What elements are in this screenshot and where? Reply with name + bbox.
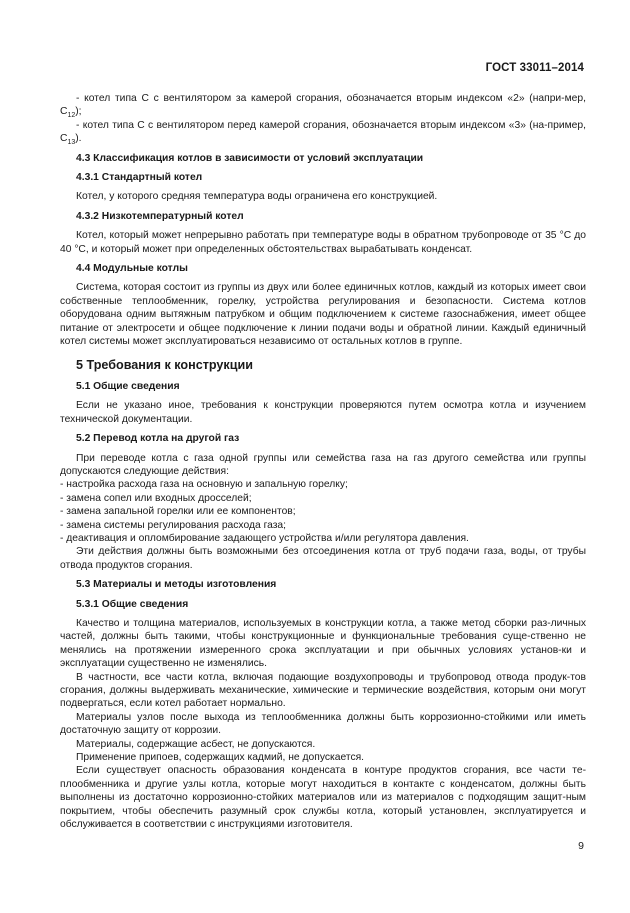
heading-5-3-1: 5.3.1 Общие сведения — [76, 598, 189, 610]
paragraph-5-3-1-e: Применение припоев, содержащих кадмий, не допускается. — [76, 752, 365, 764]
heading-4-3: 4.3 Классификация котлов в зависимости от условий эксплуатации — [76, 152, 424, 164]
document-code: ГОСТ 33011–2014 — [485, 62, 584, 74]
paragraph-5-2-end: Эти действия должны быть возможными без отсоединения котла от труб подачи газа, воды, от трубы отвода продуктов сгорания. — [60, 546, 586, 571]
list-item: - замена системы регулирования расхода газа; — [60, 519, 287, 531]
document-body — [60, 92, 586, 832]
paragraph-5-3-1-a: Качество и толщина материалов, используемых в конструкции котла, а также метод сборки раз-личных частей, должны быть такими, чтобы конструкционные и функциональные требования суще-ственно не менялись на протяжении измеренного срока эксплуатации и при обычных условиях установ-ки и эксплуатации существенно не изменялись. — [60, 618, 586, 670]
paragraph-5-3-1-b: В частности, все части котла, включая подающие воздухопроводы и трубопровод отвода продук-тов сгорания, должны выдерживать механические, химические и термические воздействия, которым они могут подвергаться, если котел работает нормально. — [60, 671, 586, 710]
list-item: - замена запальной горелки или ее компонентов; — [60, 506, 296, 518]
paragraph-5-1: Если не указано иное, требования к конструкции проверяются путем осмотра котла и изучением технической документации. — [60, 400, 586, 425]
list-item: - замена сопел или входных дросселей; — [60, 492, 252, 504]
paragraph-5-3-1-d: Материалы, содержащие асбест, не допускаются. — [76, 738, 316, 750]
list-item: - настройка расхода газа на основную и запальную горелку; — [60, 479, 348, 491]
paragraph-5-3-1-f: Если существует опасность образования конденсата в контуре продуктов сгорания, все части те-плообменника и другие узлы котла, которые могут находиться в контакте с конденсатом, должны быть выполнены из достаточно коррозионно-стойких материалов или из материалов с подходящим защит-ным покрытием, чтобы обеспечить разумный срок службы котла, который установлен, эксплуатируется и обслуживается в соответствии с инструкциями изготовителя. — [60, 765, 586, 831]
paragraph-4-3-1: Котел, у которого средняя температура воды ограничена его конструкцией. — [76, 191, 438, 203]
paragraph-4-3-2: Котел, который может непрерывно работать при температуре воды в обратном трубопроводе от 35 °С до 40 °С, и который может при определенных обстоятельствах вырабатывать конденсат. — [60, 230, 586, 255]
paragraph-5-3-1-c: Материалы узлов после выхода из теплообменника должны быть коррозионно-стойкими или иметь достаточную защиту от коррозии. — [60, 711, 586, 737]
heading-5: 5 Требования к конструкции — [76, 357, 253, 372]
paragraph-type-c3: - котел типа С с вентилятором перед камерой сгорания, обозначается вторым индексом «3» (на-пример, $С_{13}$). — [60, 119, 586, 147]
heading-4-3-2: 4.3.2 Низкотемпературный котел — [76, 210, 244, 222]
list-item: - деактивация и опломбирование задающего устройства и/или регулятора давления. — [60, 532, 469, 544]
heading-5-2: 5.2 Перевод котла на другой газ — [76, 433, 240, 445]
heading-5-3: 5.3 Материалы и методы изготовления — [76, 579, 277, 591]
page-number: 9 — [578, 840, 584, 852]
heading-5-1: 5.1 Общие сведения — [76, 380, 180, 392]
heading-4-3-1: 4.3.1 Стандартный котел — [76, 172, 203, 184]
paragraph-4-4: Система, которая состоит из группы из двух или более единичных котлов, каждый из которых имеет свои собственные теплообменник, горелку, устройства регулирования и безопасности. Система котлов оборудована одним вытяжным патрубком и общим подключением к системе газоснабжения, имеет общее питание от электросети и общее подключение к линии подачи воды и обратной линии. Каждый единичный котел системы может эксплуатироваться независимо от остальных котлов в группе. — [60, 282, 586, 348]
heading-4-4: 4.4 Модульные котлы — [76, 263, 188, 275]
paragraph-type-c2: - котел типа С с вентилятором за камерой сгорания, обозначается вторым индексом «2» (напри-мер, $С_{12}$); — [60, 93, 586, 120]
paragraph-5-2: При переводе котла с газа одной группы или семейства газа на газ другого семейства или группы допускаются следующие действия: — [60, 452, 586, 477]
